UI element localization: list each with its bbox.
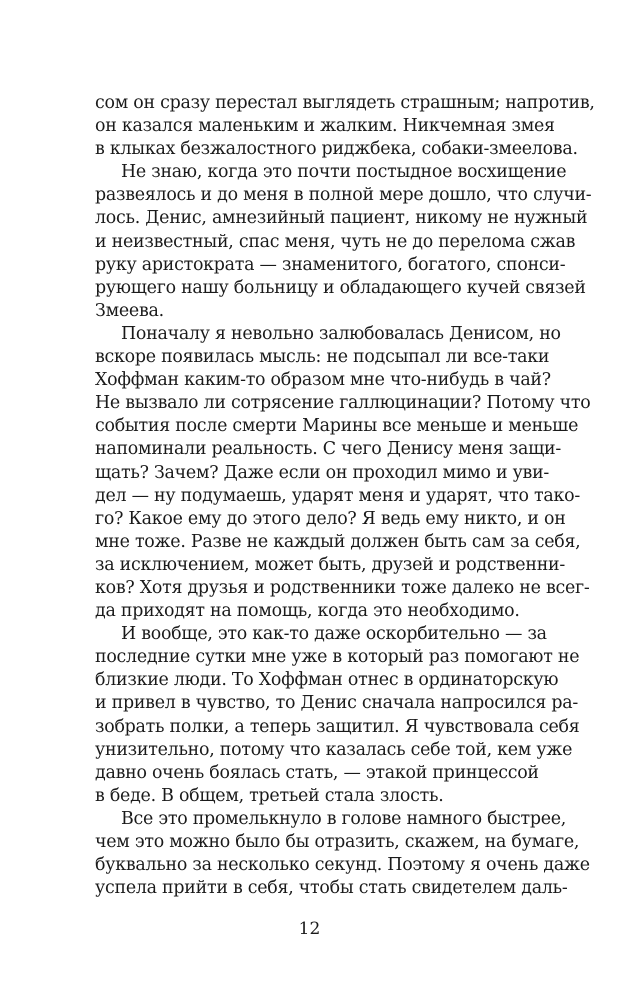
text-line: сом он сразу перестал выглядеть страшным; напротив, [95, 93, 595, 113]
text-line: в клыках безжалостного риджбека, собаки-змеелова. [95, 139, 578, 160]
text-line: и неизвестный, спас меня, чуть не до перелома сжав [95, 231, 576, 252]
text-line: Поначалу я невольно залюбовалась Денисом, но [121, 323, 561, 344]
page-number: 12 [298, 919, 321, 939]
text-line: Не знаю, когда это почти постыдное восхищение [121, 162, 567, 183]
text-line: события после смерти Марины все меньше и меньше [95, 416, 579, 437]
text-line: рующего нашу больницу и обладающего кучей связей [95, 277, 586, 298]
text-line: последние сутки мне уже в который раз помогают не [95, 647, 580, 668]
text-line: он казался маленьким и жалким. Никчемная змея [95, 116, 555, 137]
page-body-text [95, 92, 595, 900]
text-line: и привел в чувство, то Денис сначала напросился ра- [95, 693, 579, 714]
text-line: успела прийти в себя, чтобы стать свидетелем даль- [95, 878, 568, 899]
text-line: давно очень боялась стать, — этакой принцессой [95, 762, 539, 783]
text-line: в беде. В общем, третьей стала злость. [95, 785, 444, 806]
paragraph [95, 323, 591, 623]
text-line: щать? Зачем? Даже если он проходил мимо и уви- [95, 462, 550, 483]
paragraph [95, 161, 592, 323]
text-line: вскоре появилась мысль: не подсыпал ли все-таки [95, 347, 550, 368]
text-line: чем это можно было бы отразить, скажем, на бумаге, [95, 832, 580, 852]
text-line: зобрать полки, а теперь защитил. Я чувствовала себя [95, 716, 580, 737]
paragraph [95, 623, 580, 808]
text-line: да приходят на помощь, когда это необходимо. [95, 601, 520, 622]
text-line: Змеева. [95, 300, 164, 321]
text-line: за исключением, может быть, друзей и родственни- [95, 554, 565, 575]
text-line: мне тоже. Разве не каждый должен быть сам за себя, [95, 531, 581, 552]
text-line: И вообще, это как-то даже оскорбительно — за [121, 624, 547, 645]
text-line: дел — ну подумаешь, ударят меня и ударят, что тако- [95, 485, 580, 506]
text-line: близкие люди. То Хоффман отнес в ординаторскую [95, 670, 559, 691]
text-line: го? Какое ему до этого дело? Я ведь ему никто, и он [95, 508, 566, 529]
text-line: развеялось и до меня в полной мере дошло, что случи- [95, 185, 592, 206]
paragraph [95, 92, 595, 161]
text-line: лось. Денис, амнезийный пациент, никому не нужный [95, 208, 588, 229]
text-line: руку аристократа — знаменитого, богатого, спонси- [95, 254, 566, 275]
text-line: Хоффман каким-то образом мне что-нибудь в чай? [95, 370, 551, 391]
text-line: напоминали реальность. С чего Денису меня защи- [95, 439, 562, 460]
text-line: унизительно, потому что казалась себе той, кем уже [95, 739, 573, 760]
text-line: ков? Хотя друзья и родственники тоже далеко не всег- [95, 577, 590, 598]
paragraph [95, 808, 590, 900]
text-line: Все это промелькнуло в голове намного быстрее, [121, 808, 567, 829]
text-line: буквально за несколько секунд. Поэтому я очень даже [95, 855, 590, 876]
text-line: Не вызвало ли сотрясение галлюцинации? Потому что [95, 393, 591, 414]
